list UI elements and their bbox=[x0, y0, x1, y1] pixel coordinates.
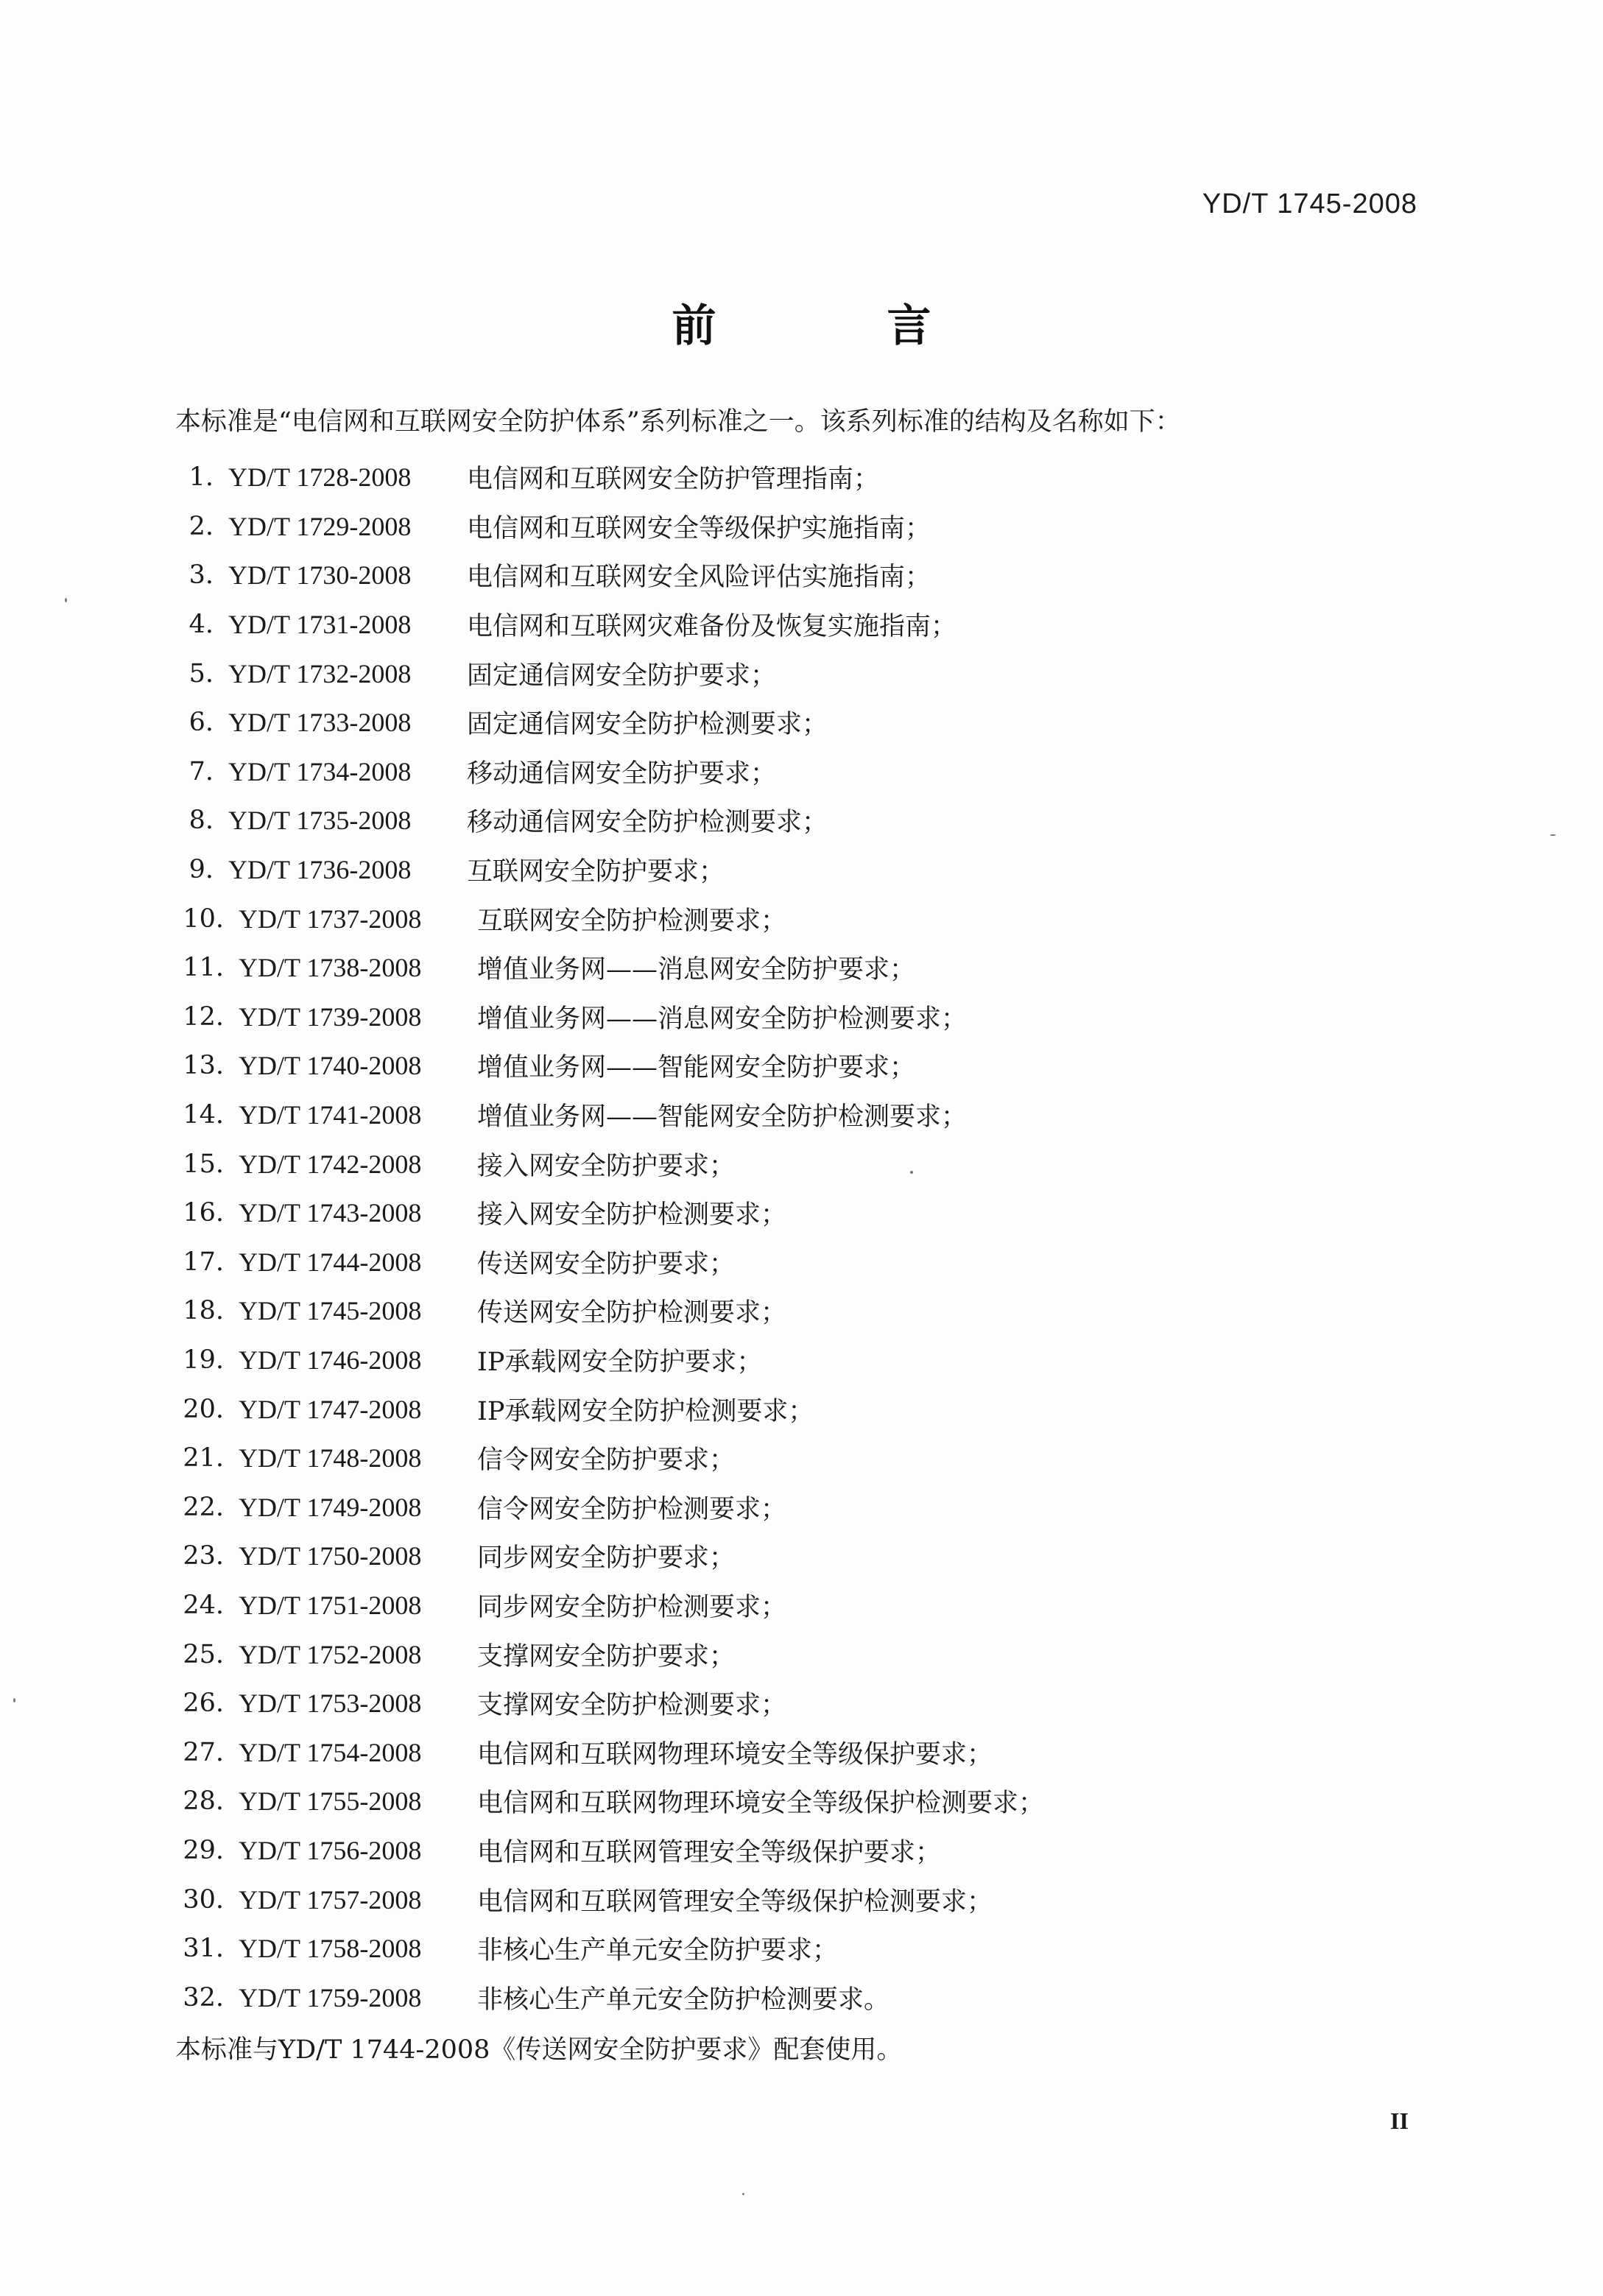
list-item bbox=[171, 796, 1044, 845]
list-item bbox=[171, 1630, 1044, 1679]
item-standard-code: YD/T 1744-2008 bbox=[239, 1247, 422, 1277]
item-standard-name: 增值业务网——消息网安全防护检测要求； bbox=[477, 1004, 968, 1034]
item-number: 20. bbox=[183, 1394, 224, 1424]
item-number: 13. bbox=[183, 1051, 224, 1081]
item-standard-code: YD/T 1737-2008 bbox=[239, 904, 422, 934]
list-item bbox=[171, 1286, 1044, 1336]
list-item bbox=[171, 1679, 1044, 1728]
item-standard-name: 移动通信网安全防护要求； bbox=[467, 758, 777, 789]
list-item bbox=[171, 1384, 1044, 1434]
item-number: 7. bbox=[189, 756, 214, 786]
item-standard-code: YD/T 1752-2008 bbox=[239, 1639, 422, 1669]
item-number: 16. bbox=[183, 1198, 224, 1228]
item-standard-name: 固定通信网安全防护检测要求； bbox=[467, 710, 828, 740]
item-number: 26. bbox=[183, 1688, 224, 1719]
list-item bbox=[171, 1924, 1044, 1973]
item-standard-code: YD/T 1757-2008 bbox=[239, 1884, 422, 1915]
item-standard-code: YD/T 1756-2008 bbox=[239, 1835, 422, 1865]
item-number: 9. bbox=[189, 855, 214, 885]
item-standard-name: 电信网和互联网管理安全等级保护检测要求； bbox=[477, 1887, 993, 1917]
item-standard-name: 接入网安全防护检测要求； bbox=[477, 1200, 787, 1230]
item-standard-name: 同步网安全防护要求； bbox=[477, 1543, 736, 1574]
item-standard-name: 增值业务网——消息网安全防护要求； bbox=[477, 955, 916, 985]
item-standard-name: 电信网和互联网安全风险评估实施指南； bbox=[467, 563, 931, 593]
item-standard-name: 增值业务网——智能网安全防护检测要求； bbox=[477, 1102, 968, 1133]
item-standard-code: YD/T 1759-2008 bbox=[239, 1982, 422, 2012]
item-standard-name: 支撑网安全防护检测要求； bbox=[477, 1691, 787, 1721]
item-standard-code: YD/T 1728-2008 bbox=[228, 462, 412, 493]
item-number: 31. bbox=[183, 1934, 224, 1964]
list-item bbox=[171, 698, 1044, 747]
item-standard-code: YD/T 1733-2008 bbox=[228, 708, 412, 738]
item-standard-code: YD/T 1755-2008 bbox=[239, 1786, 422, 1817]
list-item bbox=[171, 1434, 1044, 1483]
scan-speck bbox=[65, 598, 67, 602]
item-standard-code: YD/T 1741-2008 bbox=[239, 1100, 422, 1130]
scan-speck bbox=[13, 1698, 15, 1702]
list-item bbox=[171, 1973, 1044, 2022]
item-number: 3. bbox=[189, 560, 214, 591]
item-number: 12. bbox=[183, 1001, 224, 1032]
item-standard-code: YD/T 1746-2008 bbox=[239, 1345, 422, 1375]
list-item bbox=[171, 1336, 1044, 1385]
item-standard-name: 电信网和互联网安全等级保护实施指南； bbox=[467, 513, 931, 543]
list-item bbox=[171, 993, 1044, 1042]
item-number: 25. bbox=[183, 1639, 224, 1669]
item-standard-code: YD/T 1739-2008 bbox=[239, 1001, 422, 1032]
scan-speck bbox=[1550, 834, 1556, 836]
item-standard-name: 互联网安全防护要求； bbox=[467, 857, 725, 887]
list-item bbox=[171, 551, 1044, 600]
item-standard-name: 传送网安全防护要求； bbox=[477, 1249, 736, 1279]
item-standard-code: YD/T 1738-2008 bbox=[239, 953, 422, 983]
item-standard-name: 互联网安全防护检测要求； bbox=[477, 906, 787, 936]
item-standard-code: YD/T 1734-2008 bbox=[228, 756, 412, 786]
item-number: 18. bbox=[183, 1296, 224, 1326]
item-standard-code: YD/T 1751-2008 bbox=[239, 1590, 422, 1620]
list-item bbox=[171, 894, 1044, 943]
item-number: 6. bbox=[189, 708, 214, 738]
item-standard-name: 非核心生产单元安全防护检测要求。 bbox=[477, 1985, 890, 2015]
item-standard-code: YD/T 1743-2008 bbox=[239, 1198, 422, 1228]
item-standard-code: YD/T 1736-2008 bbox=[228, 855, 412, 885]
list-item bbox=[171, 502, 1044, 552]
scan-speck bbox=[910, 1171, 913, 1174]
list-item bbox=[171, 845, 1044, 895]
item-number: 10. bbox=[183, 904, 224, 934]
item-standard-name: 同步网安全防护检测要求； bbox=[477, 1592, 787, 1622]
item-number: 29. bbox=[183, 1835, 224, 1865]
item-standard-name: 非核心生产单元安全防护要求； bbox=[477, 1936, 839, 1966]
item-number: 8. bbox=[189, 806, 214, 836]
item-number: 4. bbox=[189, 610, 214, 640]
footer-note: 本标准与YD/T 1744-2008《传送网安全防护要求》配套使用。 bbox=[175, 2035, 903, 2065]
item-standard-code: YD/T 1745-2008 bbox=[239, 1296, 422, 1326]
list-item bbox=[171, 943, 1044, 993]
item-number: 19. bbox=[183, 1345, 224, 1375]
item-number: 21. bbox=[183, 1443, 224, 1473]
item-standard-code: YD/T 1753-2008 bbox=[239, 1688, 422, 1719]
item-standard-name: IP承载网安全防护要求； bbox=[477, 1347, 763, 1377]
scan-speck bbox=[742, 2193, 744, 2195]
list-item bbox=[171, 1875, 1044, 1924]
item-number: 23. bbox=[183, 1541, 224, 1571]
item-standard-code: YD/T 1750-2008 bbox=[239, 1541, 422, 1571]
list-item bbox=[171, 747, 1044, 797]
item-standard-name: 电信网和互联网安全防护管理指南； bbox=[467, 465, 880, 495]
item-standard-code: YD/T 1754-2008 bbox=[239, 1737, 422, 1767]
item-standard-name: IP承载网安全防护检测要求； bbox=[477, 1396, 814, 1426]
item-standard-name: 移动通信网安全防护检测要求； bbox=[467, 808, 828, 838]
intro-paragraph: 本标准是“电信网和互联网安全防护体系”系列标准之一。该系列标准的结构及名称如下： bbox=[175, 407, 1181, 437]
list-item bbox=[171, 1826, 1044, 1876]
item-standard-code: YD/T 1732-2008 bbox=[228, 658, 412, 689]
item-number: 1. bbox=[189, 462, 214, 493]
item-number: 15. bbox=[183, 1149, 224, 1179]
item-standard-code: YD/T 1748-2008 bbox=[239, 1443, 422, 1473]
list-item bbox=[171, 1532, 1044, 1581]
page-title: 前 言 bbox=[672, 300, 995, 352]
item-standard-name: 增值业务网——智能网安全防护要求； bbox=[477, 1053, 916, 1083]
item-standard-code: YD/T 1740-2008 bbox=[239, 1051, 422, 1081]
list-item bbox=[171, 1041, 1044, 1091]
item-number: 24. bbox=[183, 1590, 224, 1620]
item-standard-name: 传送网安全防护检测要求； bbox=[477, 1298, 787, 1328]
item-standard-code: YD/T 1735-2008 bbox=[228, 806, 412, 836]
item-standard-code: YD/T 1749-2008 bbox=[239, 1492, 422, 1522]
list-item bbox=[171, 649, 1044, 698]
item-number: 32. bbox=[183, 1982, 224, 2012]
list-item bbox=[171, 1581, 1044, 1630]
item-standard-code: YD/T 1731-2008 bbox=[228, 610, 412, 640]
list-item bbox=[171, 600, 1044, 649]
item-standard-name: 电信网和互联网灾难备份及恢复实施指南； bbox=[467, 612, 957, 642]
item-standard-code: YD/T 1729-2008 bbox=[228, 511, 412, 541]
item-number: 11. bbox=[183, 953, 224, 983]
item-number: 30. bbox=[183, 1884, 224, 1915]
item-standard-name: 信令网安全防护要求； bbox=[477, 1445, 736, 1476]
list-item bbox=[171, 1728, 1044, 1777]
list-item bbox=[171, 1777, 1044, 1826]
item-number: 14. bbox=[183, 1100, 224, 1130]
item-standard-name: 电信网和互联网物理环境安全等级保护要求； bbox=[477, 1739, 993, 1769]
page-number: II bbox=[1390, 2107, 1409, 2134]
list-item bbox=[171, 1482, 1044, 1532]
item-number: 27. bbox=[183, 1737, 224, 1767]
item-standard-name: 固定通信网安全防护要求； bbox=[467, 661, 777, 691]
item-standard-name: 信令网安全防护检测要求； bbox=[477, 1494, 787, 1524]
item-standard-code: YD/T 1747-2008 bbox=[239, 1394, 422, 1424]
list-item bbox=[171, 1091, 1044, 1140]
item-number: 2. bbox=[189, 511, 214, 541]
item-standard-name: 电信网和互联网物理环境安全等级保护检测要求； bbox=[477, 1789, 1045, 1819]
item-standard-name: 接入网安全防护要求； bbox=[477, 1151, 736, 1181]
list-item bbox=[171, 1238, 1044, 1287]
item-number: 28. bbox=[183, 1786, 224, 1817]
item-standard-name: 支撑网安全防护要求； bbox=[477, 1641, 736, 1672]
item-number: 5. bbox=[189, 658, 214, 689]
item-standard-name: 电信网和互联网管理安全等级保护要求； bbox=[477, 1837, 942, 1867]
item-standard-code: YD/T 1730-2008 bbox=[228, 560, 412, 591]
item-number: 22. bbox=[183, 1492, 224, 1522]
standards-list bbox=[171, 453, 1044, 2022]
list-item bbox=[171, 453, 1044, 502]
standard-code: YD/T 1745-2008 bbox=[1202, 189, 1417, 219]
list-item bbox=[171, 1139, 1044, 1189]
item-number: 17. bbox=[183, 1247, 224, 1277]
item-standard-code: YD/T 1758-2008 bbox=[239, 1934, 422, 1964]
list-item bbox=[171, 1189, 1044, 1238]
item-standard-code: YD/T 1742-2008 bbox=[239, 1149, 422, 1179]
